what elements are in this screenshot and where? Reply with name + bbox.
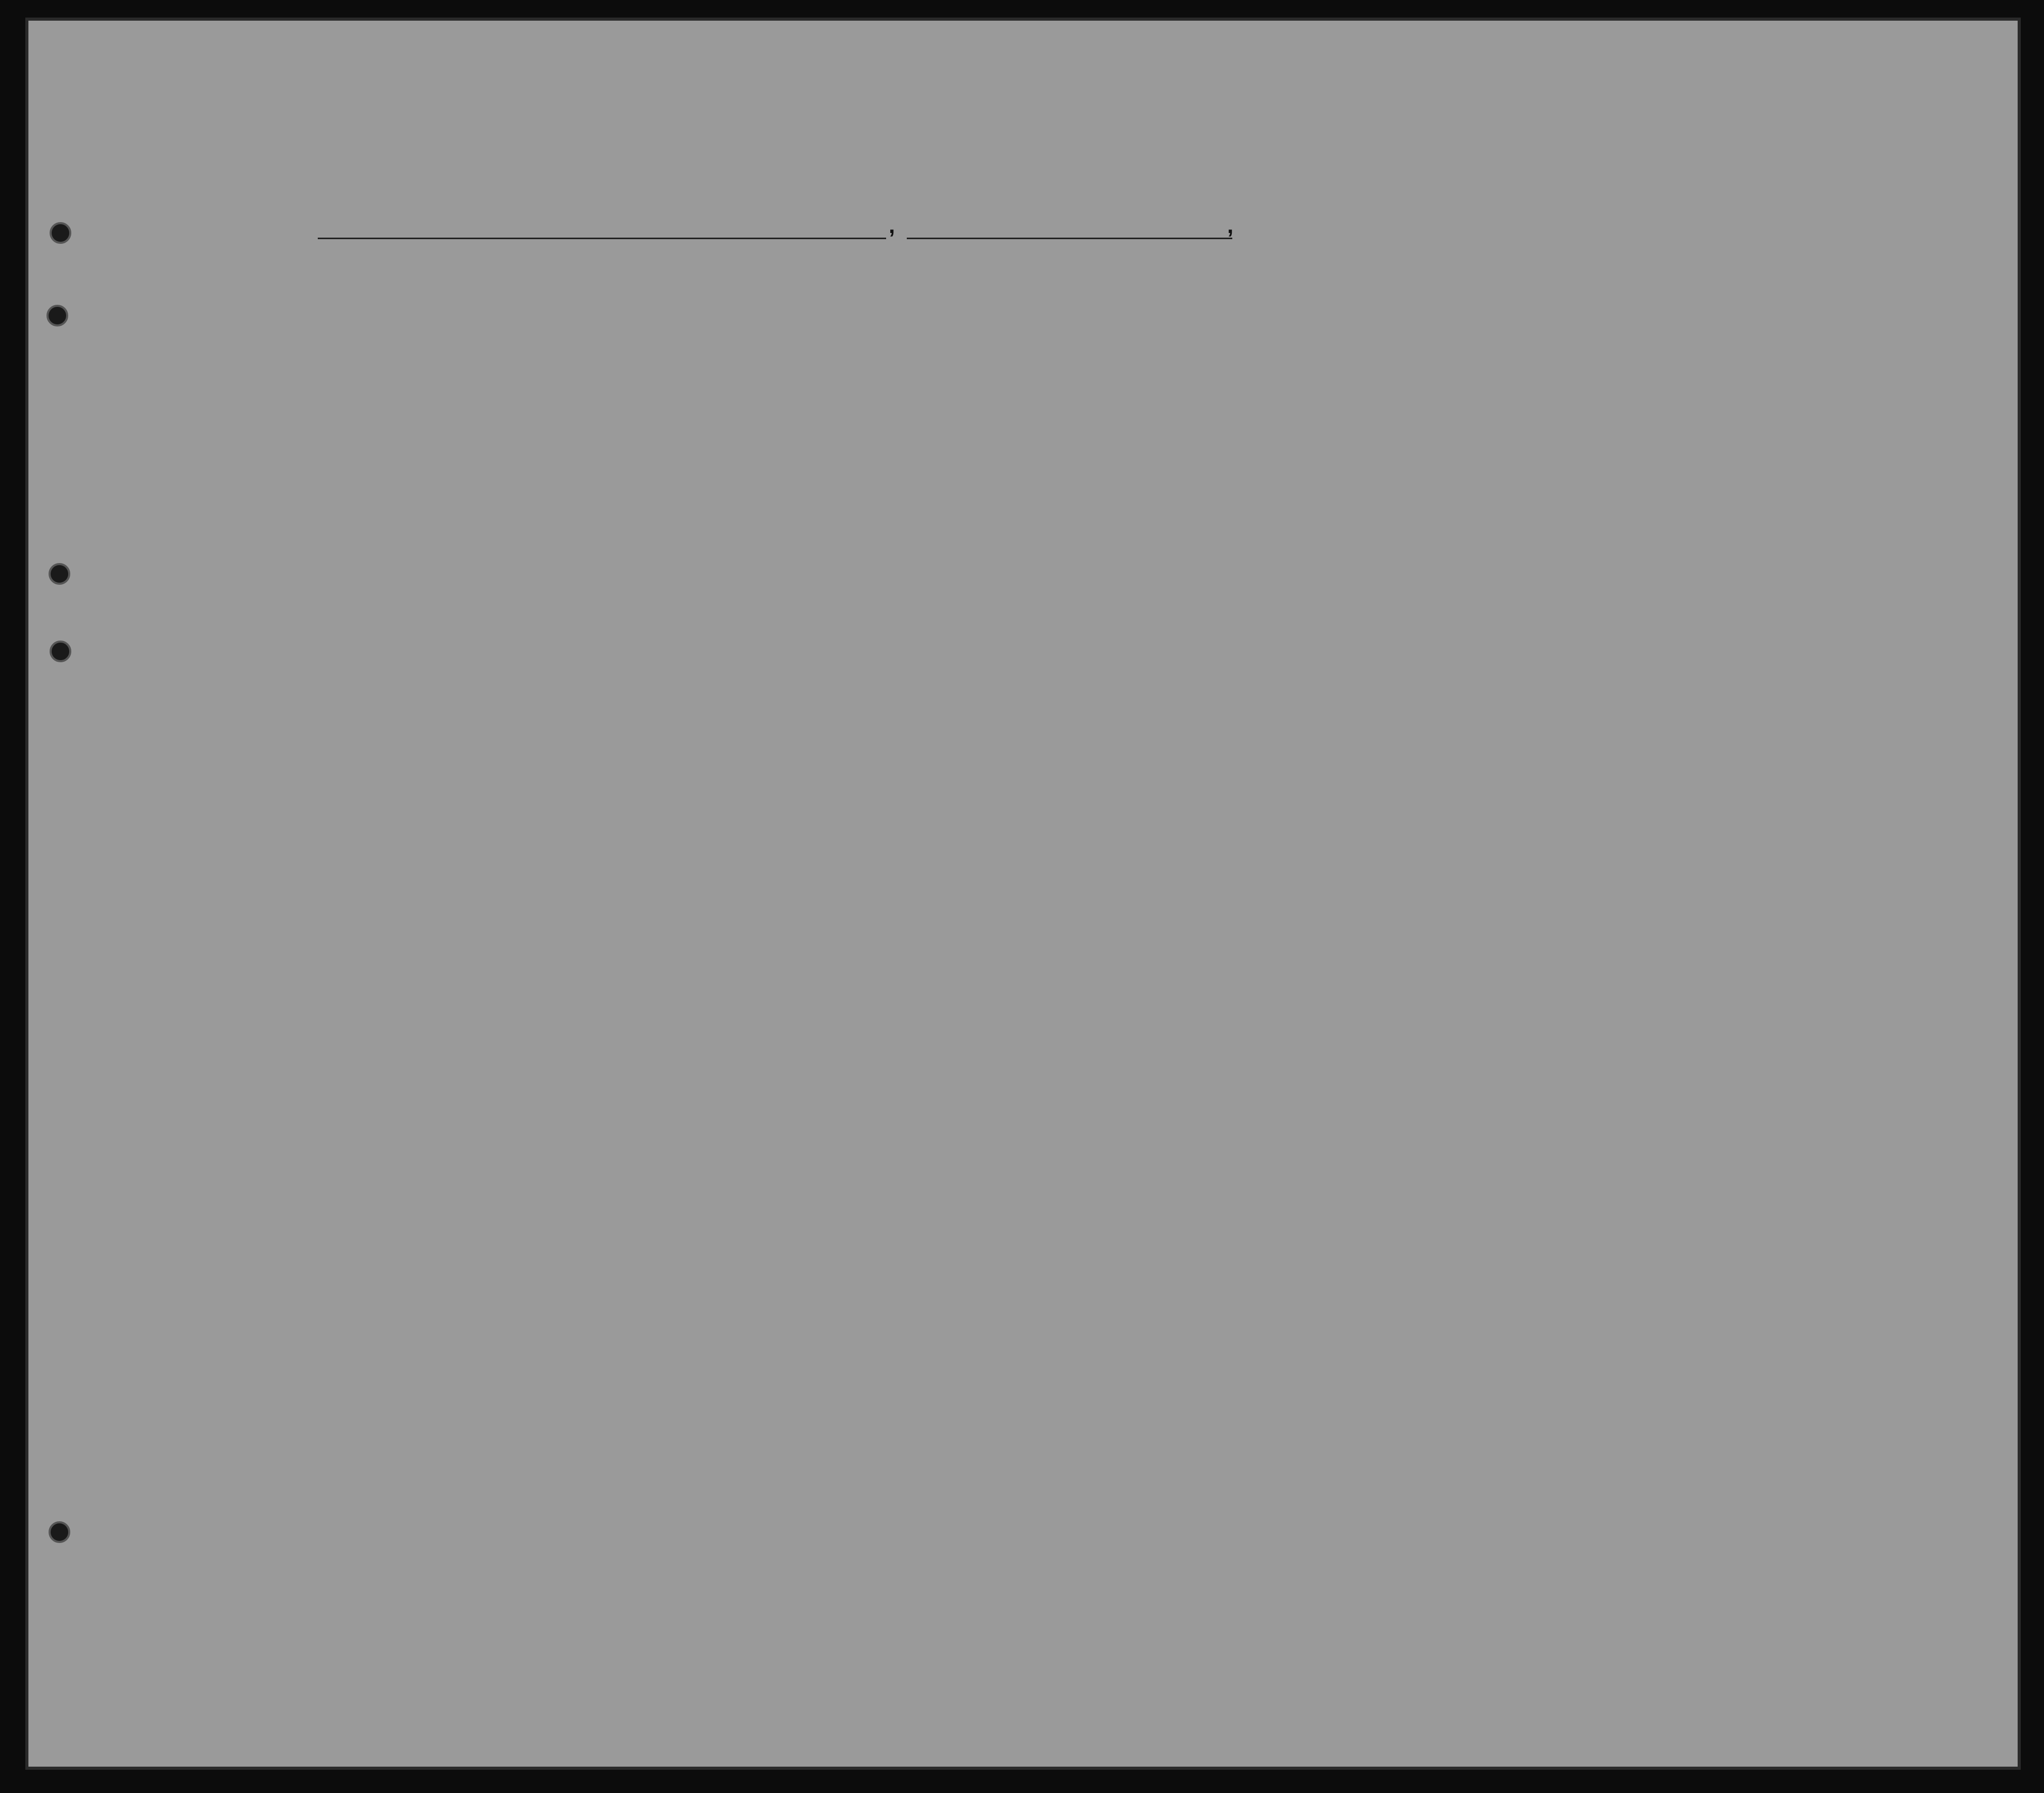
manifest-page (28, 21, 2018, 1767)
punch-hole (50, 222, 71, 244)
punch-hole (47, 305, 68, 326)
manifest-grid (28, 21, 2018, 1767)
comma-separator: , (1227, 213, 1234, 238)
punch-hole (49, 563, 70, 585)
punch-hole (50, 641, 71, 662)
punch-hole (49, 1521, 70, 1543)
comma-separator: , (889, 213, 895, 238)
